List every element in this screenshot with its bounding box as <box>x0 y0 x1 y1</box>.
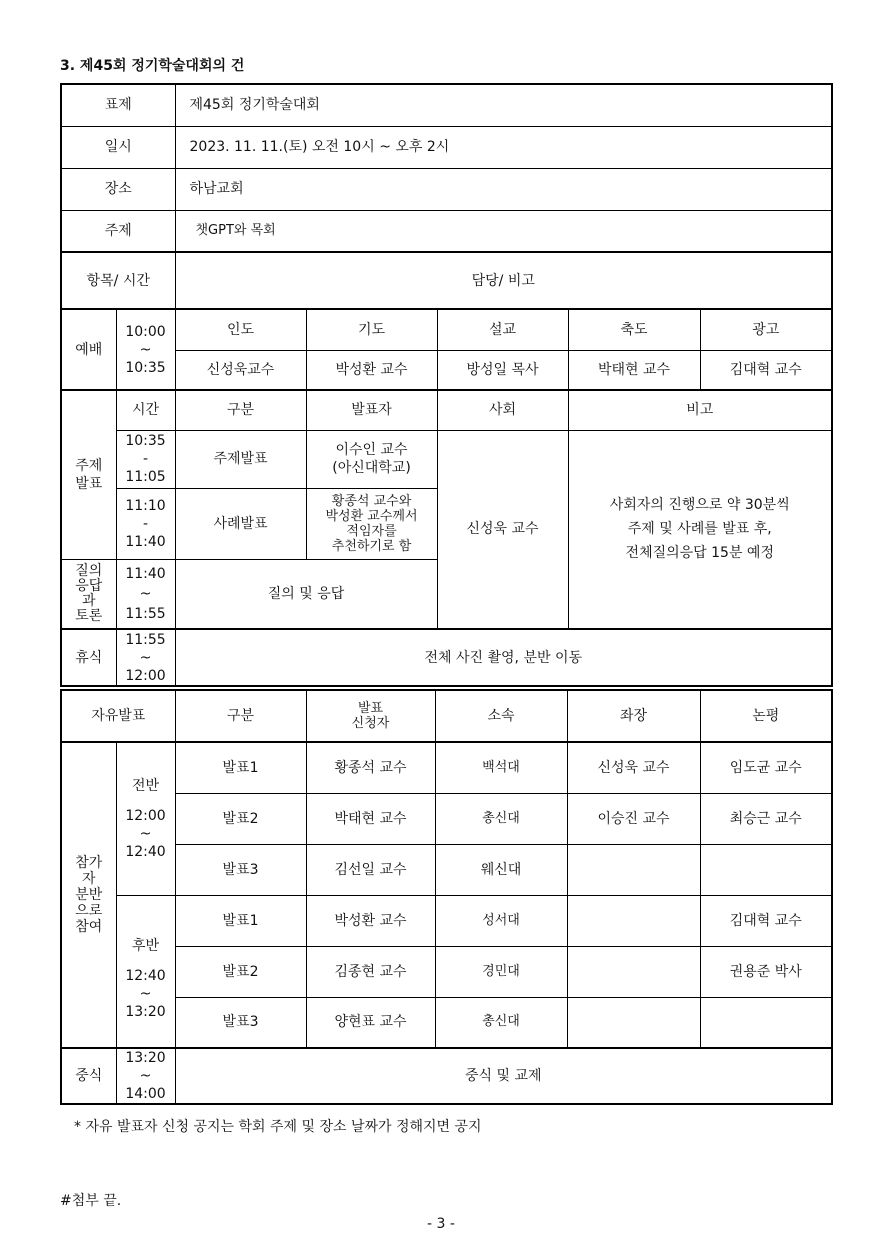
theme-moderator: 신성욱 교수 <box>437 430 568 629</box>
free-header-category: 구분 <box>175 690 306 742</box>
worship-name: 신성욱교수 <box>175 350 306 390</box>
free-session <box>116 895 175 1048</box>
theme-header-presenter: 발표자 <box>306 390 437 430</box>
free-category: 발표3 <box>175 997 306 1048</box>
free-row <box>61 742 832 793</box>
info-label: 장소 <box>61 168 175 210</box>
free-session-name: 전반 <box>131 777 160 794</box>
info-label: 일시 <box>61 126 175 168</box>
free-presenter: 김선일 교수 <box>306 844 435 895</box>
free-affiliation: 성서대 <box>435 895 567 946</box>
lunch-label: 중식 <box>61 1048 116 1104</box>
free-affiliation: 백석대 <box>435 742 567 793</box>
free-affiliation: 웨신대 <box>435 844 567 895</box>
theme-header-row <box>61 390 832 430</box>
free-row <box>61 793 832 844</box>
free-header-affiliation: 소속 <box>435 690 567 742</box>
worship-label: 예배 <box>61 309 116 390</box>
free-header-row <box>61 690 832 742</box>
theme-presenter: 황종석 교수와 박성환 교수께서 적임자를 추천하기로 함 <box>306 488 437 559</box>
info-table <box>60 83 833 253</box>
worship-role: 인도 <box>175 309 306 350</box>
info-label: 주제 <box>61 210 175 252</box>
free-presentation-table <box>60 689 833 1105</box>
worship-names-row <box>61 350 832 390</box>
free-discussant <box>700 844 832 895</box>
theme-presenter: 이수인 교수 (아신대학교) <box>306 430 437 488</box>
info-value: 챗GPT와 목회 <box>175 210 832 252</box>
worship-name: 방성일 목사 <box>437 350 568 390</box>
info-row-topic <box>61 210 832 252</box>
worship-name: 김대혁 교수 <box>700 350 832 390</box>
free-category: 발표2 <box>175 793 306 844</box>
free-presenter: 양현표 교수 <box>306 997 435 1048</box>
lunch-content: 중식 및 교제 <box>175 1048 832 1104</box>
theme-header-time: 시간 <box>116 390 175 430</box>
free-session-name: 후반 <box>131 938 160 955</box>
free-header-discussant: 논평 <box>700 690 832 742</box>
info-value: 제45회 정기학술대회 <box>175 84 832 126</box>
free-session-time: 12:40 ~ 13:20 <box>125 968 166 1021</box>
free-discussant <box>700 997 832 1048</box>
free-discussant: 최승근 교수 <box>700 793 832 844</box>
free-chair <box>567 997 700 1048</box>
free-presenter: 박태현 교수 <box>306 793 435 844</box>
free-chair: 이승진 교수 <box>567 793 700 844</box>
theme-note: 사회자의 진행으로 약 30분씩 주제 및 사례를 발표 후, 전체질의응답 15분 예정 <box>568 430 832 629</box>
free-presenter: 김종현 교수 <box>306 946 435 997</box>
free-participant-label: 참가 자 분반 으로 참여 <box>61 742 116 1048</box>
theme-time: 10:35 - 11:05 <box>116 430 175 488</box>
free-session <box>116 742 175 895</box>
schedule-table <box>60 251 833 687</box>
lunch-row <box>61 1048 832 1104</box>
break-row <box>61 629 832 686</box>
free-discussant: 임도균 교수 <box>700 742 832 793</box>
worship-time: 10:00 ~ 10:35 <box>116 309 175 390</box>
free-category: 발표2 <box>175 946 306 997</box>
free-chair <box>567 946 700 997</box>
free-session-time: 12:00 ~ 12:40 <box>125 807 166 860</box>
worship-role: 설교 <box>437 309 568 350</box>
theme-header-category: 구분 <box>175 390 306 430</box>
free-row <box>61 997 832 1048</box>
qa-time: 11:40 ~ 11:55 <box>116 559 175 629</box>
theme-label: 주제 발표 <box>61 390 116 559</box>
free-discussant: 권용준 박사 <box>700 946 832 997</box>
schedule-header-charge: 담당/ 비고 <box>175 252 832 309</box>
schedule-header-item: 항목/ 시간 <box>61 252 175 309</box>
free-header-title: 자유발표 <box>61 690 175 742</box>
end-mark: #첨부 끝. <box>60 1193 122 1209</box>
worship-roles-row <box>61 309 832 350</box>
info-label: 표제 <box>61 84 175 126</box>
free-affiliation: 총신대 <box>435 997 567 1048</box>
free-affiliation: 총신대 <box>435 793 567 844</box>
free-category: 발표3 <box>175 844 306 895</box>
free-row <box>61 895 832 946</box>
schedule-header-row <box>61 252 832 309</box>
break-time: 11:55 ~ 12:00 <box>116 629 175 686</box>
free-chair <box>567 895 700 946</box>
worship-name: 박태현 교수 <box>568 350 700 390</box>
theme-header-moderator: 사회 <box>437 390 568 430</box>
info-row-place <box>61 168 832 210</box>
footnote: * 자유 발표자 신청 공지는 학회 주제 및 장소 날짜가 정해지면 공지 <box>74 1119 482 1135</box>
theme-category: 주제발표 <box>175 430 306 488</box>
page-number: - 3 - <box>427 1216 455 1232</box>
info-value: 2023. 11. 11.(토) 오전 10시 ~ 오후 2시 <box>175 126 832 168</box>
free-category: 발표1 <box>175 895 306 946</box>
free-chair <box>567 844 700 895</box>
free-presenter: 황종석 교수 <box>306 742 435 793</box>
break-label: 휴식 <box>61 629 116 686</box>
info-row-title <box>61 84 832 126</box>
worship-role: 축도 <box>568 309 700 350</box>
lunch-time: 13:20 ~ 14:00 <box>116 1048 175 1104</box>
worship-name: 박성환 교수 <box>306 350 437 390</box>
worship-role: 광고 <box>700 309 832 350</box>
qa-label: 질의 응답 과 토론 <box>61 559 116 629</box>
worship-role: 기도 <box>306 309 437 350</box>
free-header-chair: 좌장 <box>567 690 700 742</box>
free-header-presenter: 발표 신청자 <box>306 690 435 742</box>
free-row <box>61 844 832 895</box>
break-content: 전체 사진 촬영, 분반 이동 <box>175 629 832 686</box>
free-presenter: 박성환 교수 <box>306 895 435 946</box>
theme-header-note: 비고 <box>568 390 832 430</box>
qa-content: 질의 및 응답 <box>175 559 437 629</box>
free-affiliation: 경민대 <box>435 946 567 997</box>
info-value: 하남교회 <box>175 168 832 210</box>
free-discussant: 김대혁 교수 <box>700 895 832 946</box>
info-row-date <box>61 126 832 168</box>
theme-time: 11:10 - 11:40 <box>116 488 175 559</box>
section-heading: 3. 제45회 정기학술대회의 건 <box>60 58 245 74</box>
free-chair: 신성욱 교수 <box>567 742 700 793</box>
theme-category: 사례발표 <box>175 488 306 559</box>
free-category: 발표1 <box>175 742 306 793</box>
free-row <box>61 946 832 997</box>
theme-row-keynote <box>61 430 832 488</box>
